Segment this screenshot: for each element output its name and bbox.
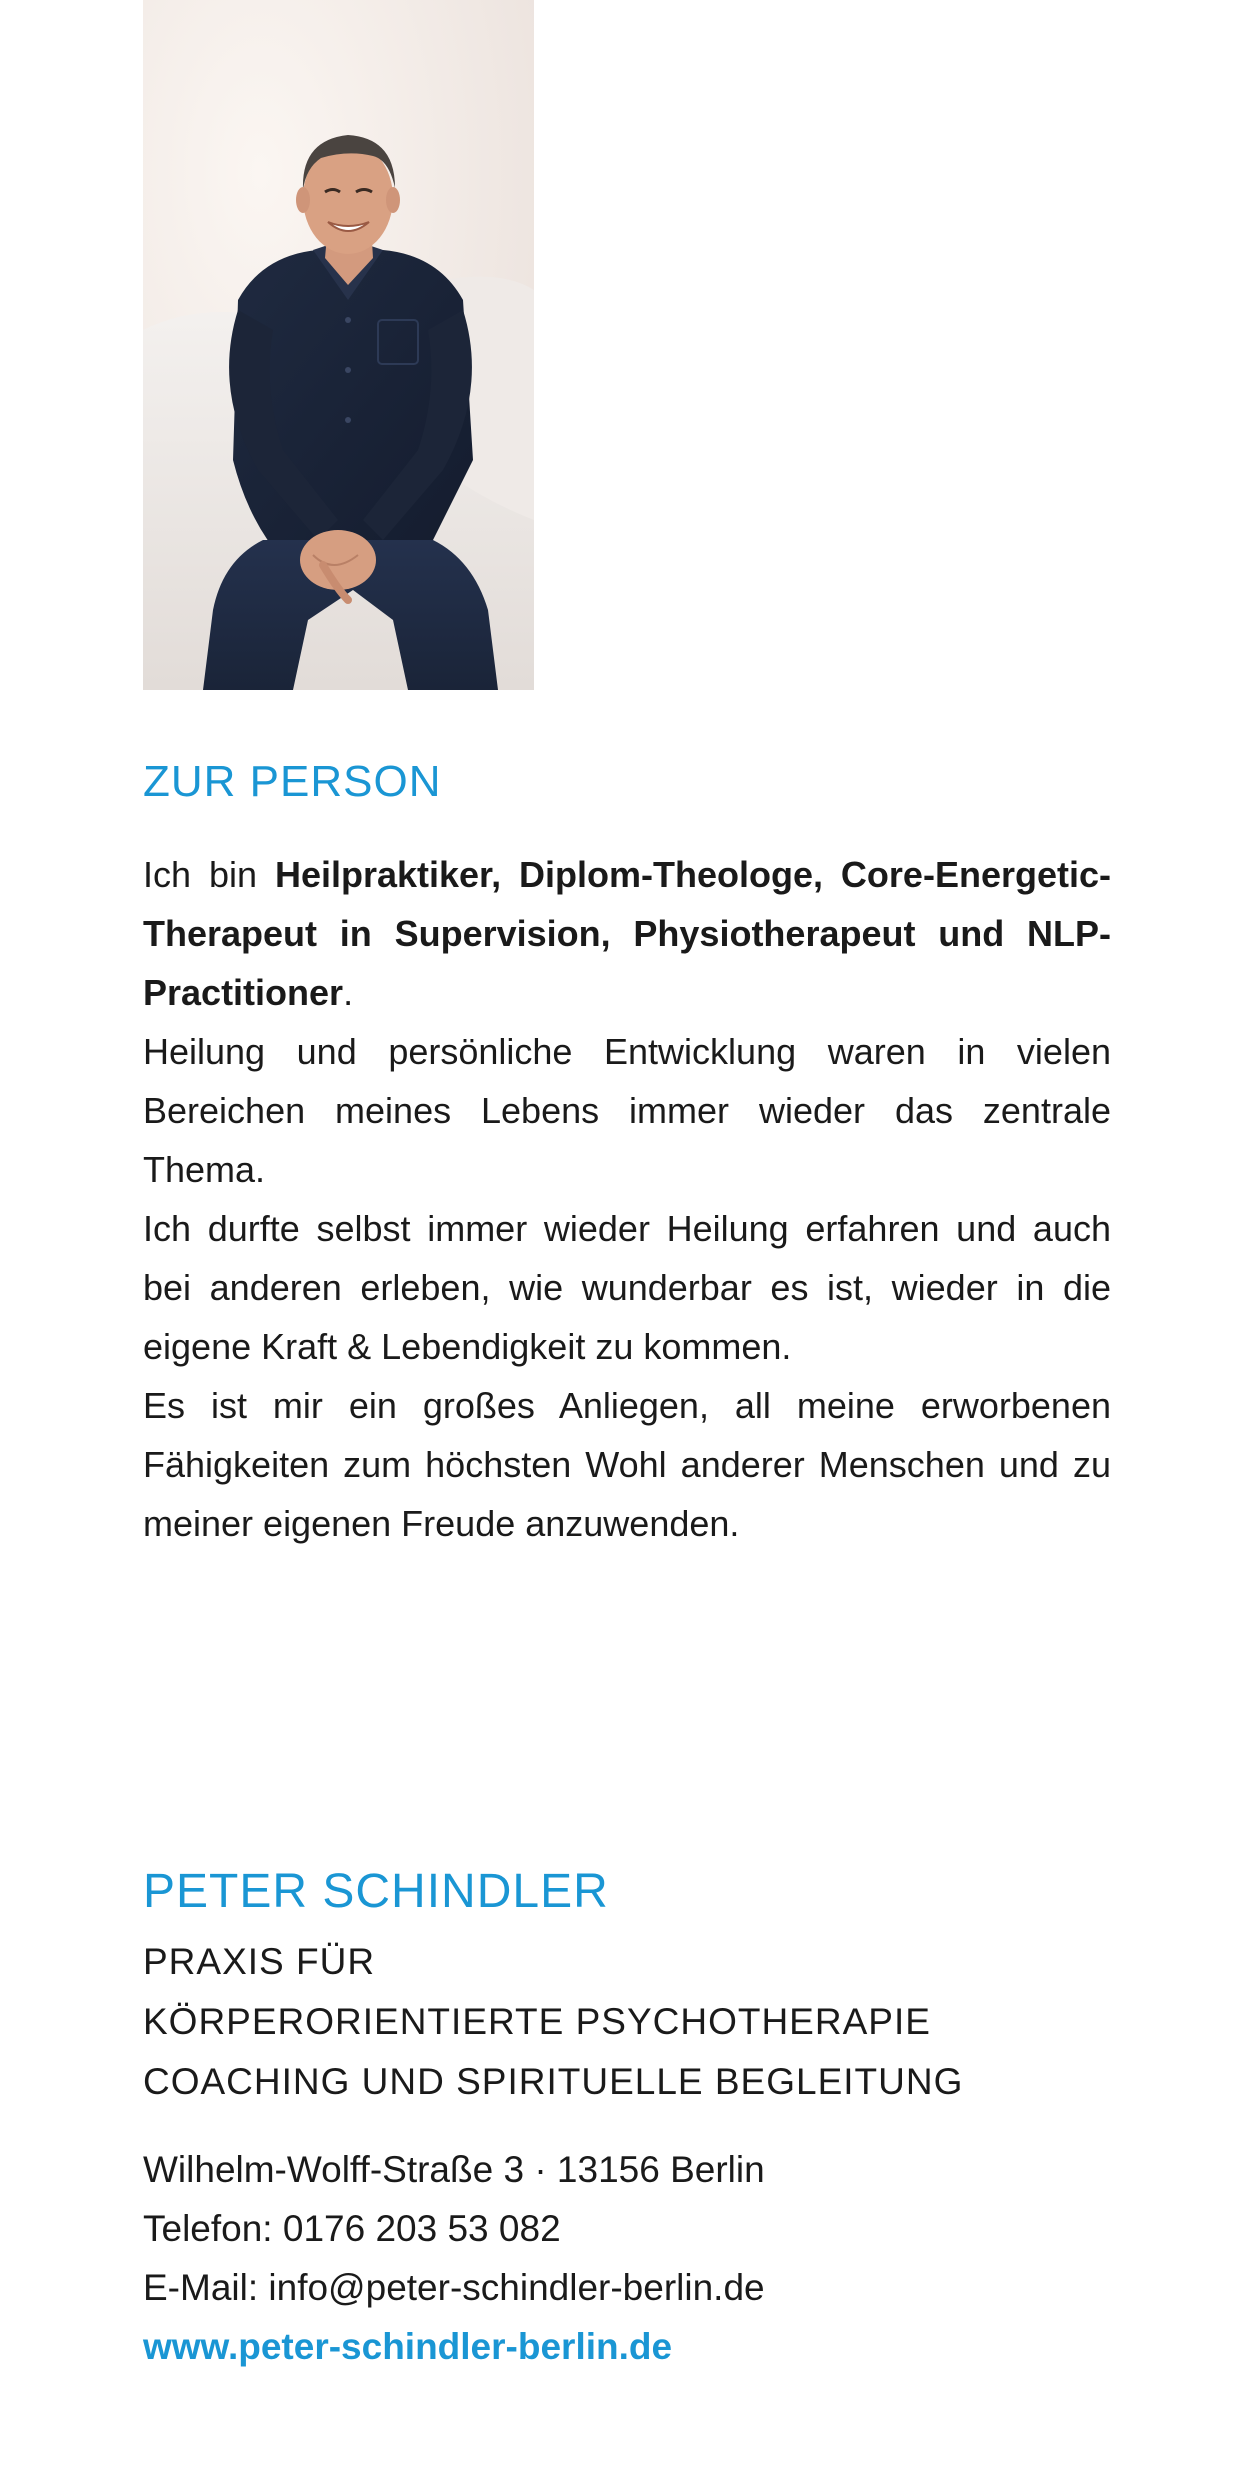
practice-line: KÖRPERORIENTIERTE PSYCHOTHERAPIE	[143, 2001, 931, 2042]
website-link[interactable]: www.peter-schindler-berlin.de	[143, 2326, 673, 2367]
practice-line: COACHING UND SPIRITUELLE BEGLEITUNG	[143, 2061, 964, 2102]
bio-intro	[143, 845, 1111, 1022]
bio-intro-suffix: .	[343, 972, 354, 1013]
address: Wilhelm-Wolff-Straße 3 · 13156 Berlin	[143, 2149, 765, 2190]
practice-description	[143, 1932, 963, 2112]
phone-number[interactable]: Telefon: 0176 203 53 082	[143, 2208, 561, 2249]
bio-paragraph: Ich durfte selbst immer wieder Heilung erfahren und auch bei anderen erleben, wie wunderbar es ist, wieder in die eigene Kraft & Lebendigkeit zu kommen.	[143, 1208, 1111, 1367]
email-address[interactable]: E-Mail: info@peter-schindler-berlin.de	[143, 2267, 765, 2308]
person-photo-icon	[143, 0, 534, 690]
practice-line: PRAXIS FÜR	[143, 1941, 376, 1982]
bio-text	[143, 845, 1111, 1553]
practitioner-name: PETER SCHINDLER	[143, 1865, 609, 1918]
bio-qualifications: Heilpraktiker, Diplom-Theologe, Core-Energetic-Therapeut in Supervision, Physiotherapeut und NLP-Practitioner	[143, 854, 1111, 1013]
portrait-photo	[143, 0, 534, 690]
contact-details	[143, 2140, 765, 2376]
bio-intro-prefix: Ich bin	[143, 854, 275, 895]
section-heading-zur-person: ZUR PERSON	[143, 757, 442, 806]
bio-paragraph: Es ist mir ein großes Anliegen, all meine erworbenen Fähigkeiten zum höchsten Wohl anderer Menschen und zu meiner eigenen Freude anzuwenden.	[143, 1385, 1111, 1544]
bio-paragraph: Heilung und persönliche Entwicklung waren in vielen Bereichen meines Lebens immer wieder das zentrale Thema.	[143, 1031, 1111, 1190]
